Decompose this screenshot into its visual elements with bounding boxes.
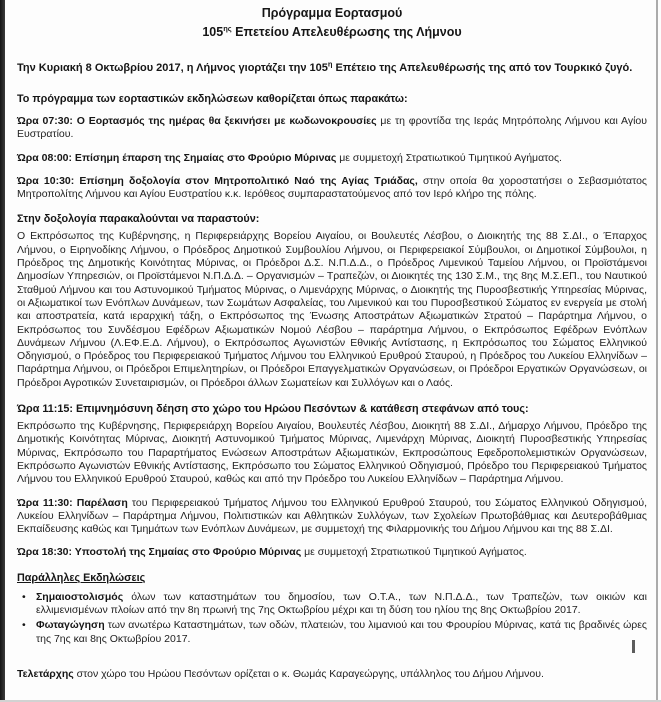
event-0730: [17, 115, 647, 142]
doxology-heading: Στην δοξολογία παρακαλούνται να παραστούν:: [17, 213, 260, 226]
event-0730-text: με τη φροντίδα της Ιεράς Μητρόπολης Λήμνου και Αγίου Ευστρατίου.: [17, 115, 647, 141]
intro-sentence: [17, 59, 647, 74]
scan-right-edge-artifact: [656, 0, 658, 702]
event-1130: [17, 497, 647, 537]
document-title: Πρόγραμμα Εορτασμού: [261, 6, 403, 20]
event-1115-heading: Ώρα 11:15: Επιμνημόσυνη δέηση στο χώρο του Ηρώου Πεσόντων & κατάθεση στεφάνων από τους:: [17, 403, 529, 416]
event-1030-text: στην οποία θα χοροστατήσει ο Σεβασμιότατος Μητροπολίτης Λήμνου και Αγίου Ευστρατίου κ.κ. Ιερόθεος συμπαραστατούμενος από τον Ιερό κλήρο της πόλης.: [17, 174, 647, 201]
program-heading: Το πρόγραμμα των εορταστικών εκδηλώσεων καθορίζεται όπως παρακάτω:: [17, 93, 408, 105]
bullet-rest: όλων των καταστημάτων του δημοσίου, των Ο.Τ.Α., των Ν.Π.Δ.Δ., των Τραπεζών, των οικιών και ελλιμενισμένων πλοίων από την 8η πρωινή της 7ης Οκτωβρίου μέχρι και τη δύση του ηλίου της 8ης Οκτωβρίου 2017.: [36, 590, 647, 617]
parallel-events-heading: Παράλληλες Εκδηλώσεις: [17, 571, 146, 584]
ordinal-superscript: ης: [223, 23, 232, 33]
event-1830-text: με συμμετοχή Στρατιωτικού Τιμητικού Αγήματος.: [301, 546, 527, 559]
bullet-text: [36, 591, 647, 618]
ordinal-superscript: η: [327, 59, 333, 69]
event-1030: [17, 175, 647, 202]
doxology-attendees-paragraph: Ο Εκπρόσωπος της Κυβέρνησης, η Περιφερειάρχης Βορείου Αιγαίου, οι Βουλευτές Λέσβου, ο Διοικητής της 88 Σ.ΔΙ., ο Έπαρχος Λήμνου, ο Ειρηνοδίκης Λήμνου, ο Πρόεδρος Δημοτικού Συμβουλίου Λήμνου, οι Περιφερειακοί Σύμβουλοι, οι Δημοτικοί Σύμβουλοι, η Πρόεδρος της Δημοτικής Κοινότητας Μύρινας, οι Πρόεδροι Δ.Σ. Ν.Π.Δ.Δ., ο Πρόεδρος Λιμενικού Ταμείου Λήμνου, οι Προϊστάμενοι Δημοσίων Υπηρεσιών, οι Προϊστάμενοι Ν.Π.Δ.Δ. – Οργανισμών – Τραπεζών, οι Διοικητές της 130 Σ.Μ., της 8ης Μ.Σ.ΕΠ., του Ναυτικού Σταθμού Λήμνου και του Αστυνομικού Τμήματος Μύρινας, ο Λιμενάρχης Μύρινας, ο Διοικητής της Πυροσβεστικής Υπηρεσίας Μύρινας, οι Αξιωματικοί των Ενόπλων Δυνάμεων, των Σωμάτων Ασφαλείας, του Λιμενικού και του Πυροσβεστικού Σώματος εν ενεργεία με στολή και αποστρατεία, κατά ιεραρχική τάξη, ο Εκπρόσωπος της Ένωσης Αποστράτων Αξιωματικών Στρατού – Παράρτημα Λήμνου, ο Εκπρόσωπος του Συνδέσμου Εφέδρων Αξιωματικών Νομού Λέσβου – παράρτημα Λήμνου, ο Εκπρόσωπος Εφέδρων Ενόπλων Δυνάμεων Λήμνου (Λ.ΕΦ.Ε.Δ. Λήμνου), ο Εκπρόσωπος Αγωνιστών Εθνικής Αντίστασης, η Εκπρόσωπος του Σώματος Ελληνικού Οδηγισμού, ο Πρόεδρος του Περιφερειακού Τμήματος Λήμνου του Ελληνικού Ερυθρού Σταυρού, η Πρόεδρος του Λυκείου Ελληνίδων – Παράρτημα Λήμνου, οι Πρόεδροι Επιμελητηρίων, οι Πρόεδροι Επαγγελματικών Οργανώσεων, οι Πρόεδροι Εργατικών Οργανώσεων, οι Πρόεδροι Αγροτικών Συνεταιρισμών, οι Πρόεδροι άλλων Σωματείων και Συλλόγων και ο Λαός.: [17, 230, 647, 389]
event-1130-text: του Περιφερειακού Τμήματος Λήμνου του Ελληνικού Ερυθρού Σταυρού, του Σώματος Ελληνικού Οδηγισμού, Λυκείου Ελληνίδων – Παράρτημα Λήμνου, Πολιτιστικών και Αθλητικών Συλλόγων, των Σχολείων Πρωτοβάθμιας και Δευτεροβάθμιας Εκπαίδευσης καθώς και Τμημάτων των Ενόπλων Δυνάμεων, με συμμετοχή της Φιλαρμονικής του Δήμου Λήμνου και της 88 Σ.ΔΙ.: [17, 496, 648, 536]
intro-post: Επέτειο της Απελευθέρωσής της από τον Τουρκικό ζυγό.: [332, 62, 633, 74]
ceremony-master-note: [17, 668, 647, 681]
list-item: [17, 591, 647, 618]
event-0800-text: με συμμετοχή Στρατιωτικού Τιμητικού Αγήματος.: [336, 151, 562, 164]
document-subtitle: [17, 25, 647, 39]
bullet-icon: •: [22, 619, 26, 632]
bullet-text: [36, 619, 647, 646]
ceremony-master-text: στον χώρο του Ηρώου Πεσόντων ορίζεται ο κ. Θωμάς Καραγεώργης, υπάλληλος του Δήμου Λήμνου.: [73, 667, 544, 680]
bullet-lead: Φωταγώγηση: [36, 619, 105, 632]
event-0730-lead: Ώρα 07:30: Ο Εορτασμός της ημέρας θα ξεκινήσει με κωδωνοκρουσίες: [17, 115, 377, 127]
event-0800: [17, 152, 647, 165]
intro-pre: Την Κυριακή 8 Οκτωβρίου 2017, η Λήμνος γιορτάζει την 105: [17, 62, 328, 74]
list-item: [17, 619, 647, 646]
event-1830-lead: Ώρα 18:30: Υποστολή της Σημαίας στο Φρούριο Μύρινας: [17, 546, 302, 559]
bullet-rest: των ανωτέρω Καταστημάτων, των οδών, πλατειών, του λιμανιού και του Φρουρίου Μύρινας, κατά τις βραδινές ώρες της 7ης και 8ης Οκτωβρίου 2017.: [36, 619, 647, 645]
subtitle-number: 105: [202, 25, 224, 39]
event-1130-lead: Ώρα 11:30: Παρέλαση: [17, 496, 128, 509]
wreath-attendees-paragraph: Εκπρόσωπο της Κυβέρνησης, Περιφερειάρχη Βορείου Αιγαίου, Βουλευτές Λέσβου, Διοικητή 88 Σ.ΔΙ., Δήμαρχο Λήμνου, Πρόεδρο της Δημοτικής Κοινότητας Μύρινας, Διοικητή Αστυνομικού Τμήματος Μύρινας, Λιμενάρχη Μύρινας, Διοικητή Πυροσβεστικής Υπηρεσίας Μύρινας, Εκπρόσωπο του Παραρτήματος Ενώσεων Αποστράτων Αξιωματικών, Εκπροσώπους Εφεδροπολεμιστικών Οργανώσεων, Εκπρόσωπο Αγωνιστών Εθνικής Αντίστασης, Εκπρόσωπο του Σώματος Ελληνικού Οδηγισμού, Πρόεδρο του Περιφερειακού Τμήματος Λήμνου του Ελληνικού Ερυθρού Σταυρού, καθώς και από την Πρόεδρο του Λυκείου Ελληνίδων – Παράρτημα Λήμνου.: [17, 420, 647, 486]
subtitle-rest: Επετείου Απελευθέρωσης της Λήμνου: [231, 25, 462, 39]
scan-mark-artifact: [632, 640, 635, 653]
event-1030-lead: Ώρα 10:30: Επίσημη δοξολογία στον Μητροπολιτικό Ναό της Αγίας Τριάδας,: [17, 174, 418, 187]
scan-left-edge-artifact: [0, 0, 5, 702]
bullet-lead: Σημαιοστολισμός: [36, 590, 124, 603]
event-1830: [17, 546, 647, 559]
event-0800-lead: Ώρα 08:00: Επίσημη έπαρση της Σημαίας στο Φρούριο Μύρινας: [17, 151, 337, 164]
ceremony-master-lead: Τελετάρχης: [17, 667, 74, 680]
parallel-events-list: [17, 591, 647, 646]
bullet-icon: •: [22, 590, 26, 603]
